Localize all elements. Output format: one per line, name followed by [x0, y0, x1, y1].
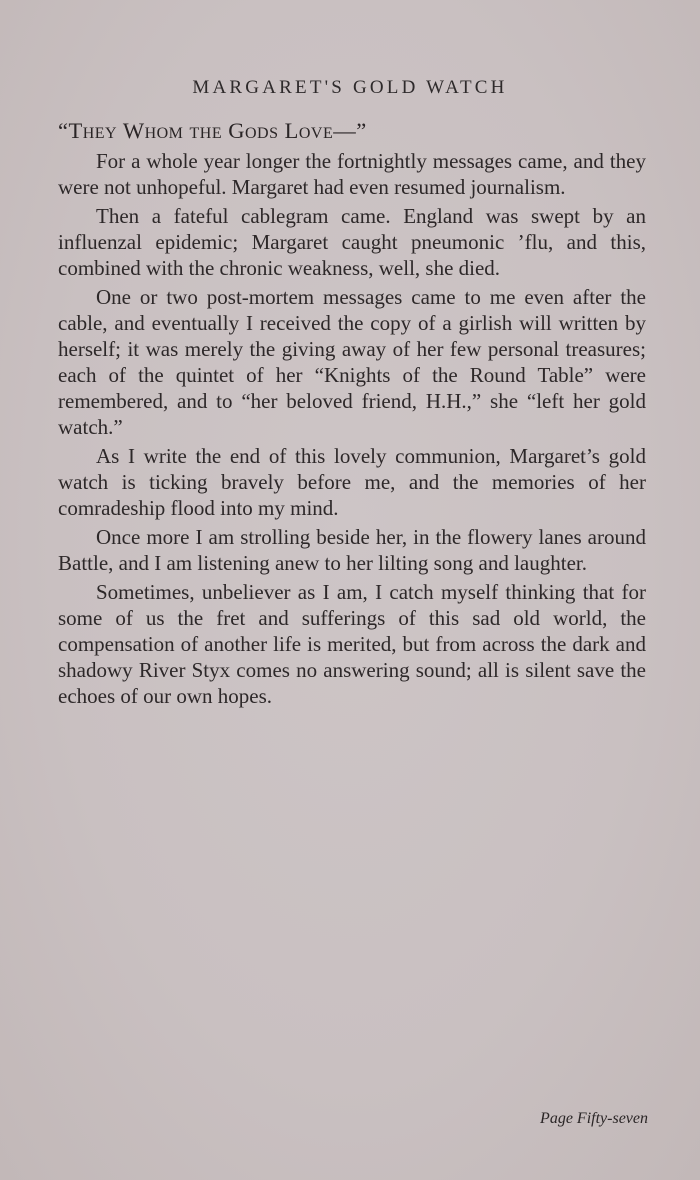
- page-number: Page Fifty-seven: [540, 1110, 648, 1127]
- text-block: [58, 116, 646, 712]
- section-title: “They Whom the Gods Love—”: [58, 118, 367, 143]
- paragraph: Once more I am strolling beside her, in the flowery lanes around Battle, and I am listening anew to her lilting song and laughter.: [58, 525, 646, 575]
- paragraph: One or two post-mortem messages came to me even after the cable, and eventually I received the copy of a girlish will written by herself; it was merely the giving away of her few personal treasures; each of the quintet of her “Knights of the Round Table” were remembered, and to “her beloved friend, H.H.,” she “left her gold watch.”: [58, 285, 646, 439]
- paragraph: Sometimes, unbeliever as I am, I catch myself thinking that for some of us the fret and sufferings of this sad old world, the compensation of another life is merited, but from across the dark and shadowy River Styx comes no answering sound; all is silent save the echoes of our own hopes.: [58, 580, 646, 708]
- paragraph: Then a fateful cablegram came. England was swept by an influenzal epidemic; Margaret caught pneumonic ’flu, and this, combined with the chronic weakness, well, she died.: [58, 204, 646, 280]
- paragraph: As I write the end of this lovely communion, Margaret’s gold watch is ticking bravely before me, and the memories of her comradeship flood into my mind.: [58, 444, 646, 520]
- running-head: MARGARET'S GOLD WATCH: [192, 77, 508, 98]
- paragraph: For a whole year longer the fortnightly messages came, and they were not unhopeful. Margaret had even resumed journalism.: [58, 149, 646, 199]
